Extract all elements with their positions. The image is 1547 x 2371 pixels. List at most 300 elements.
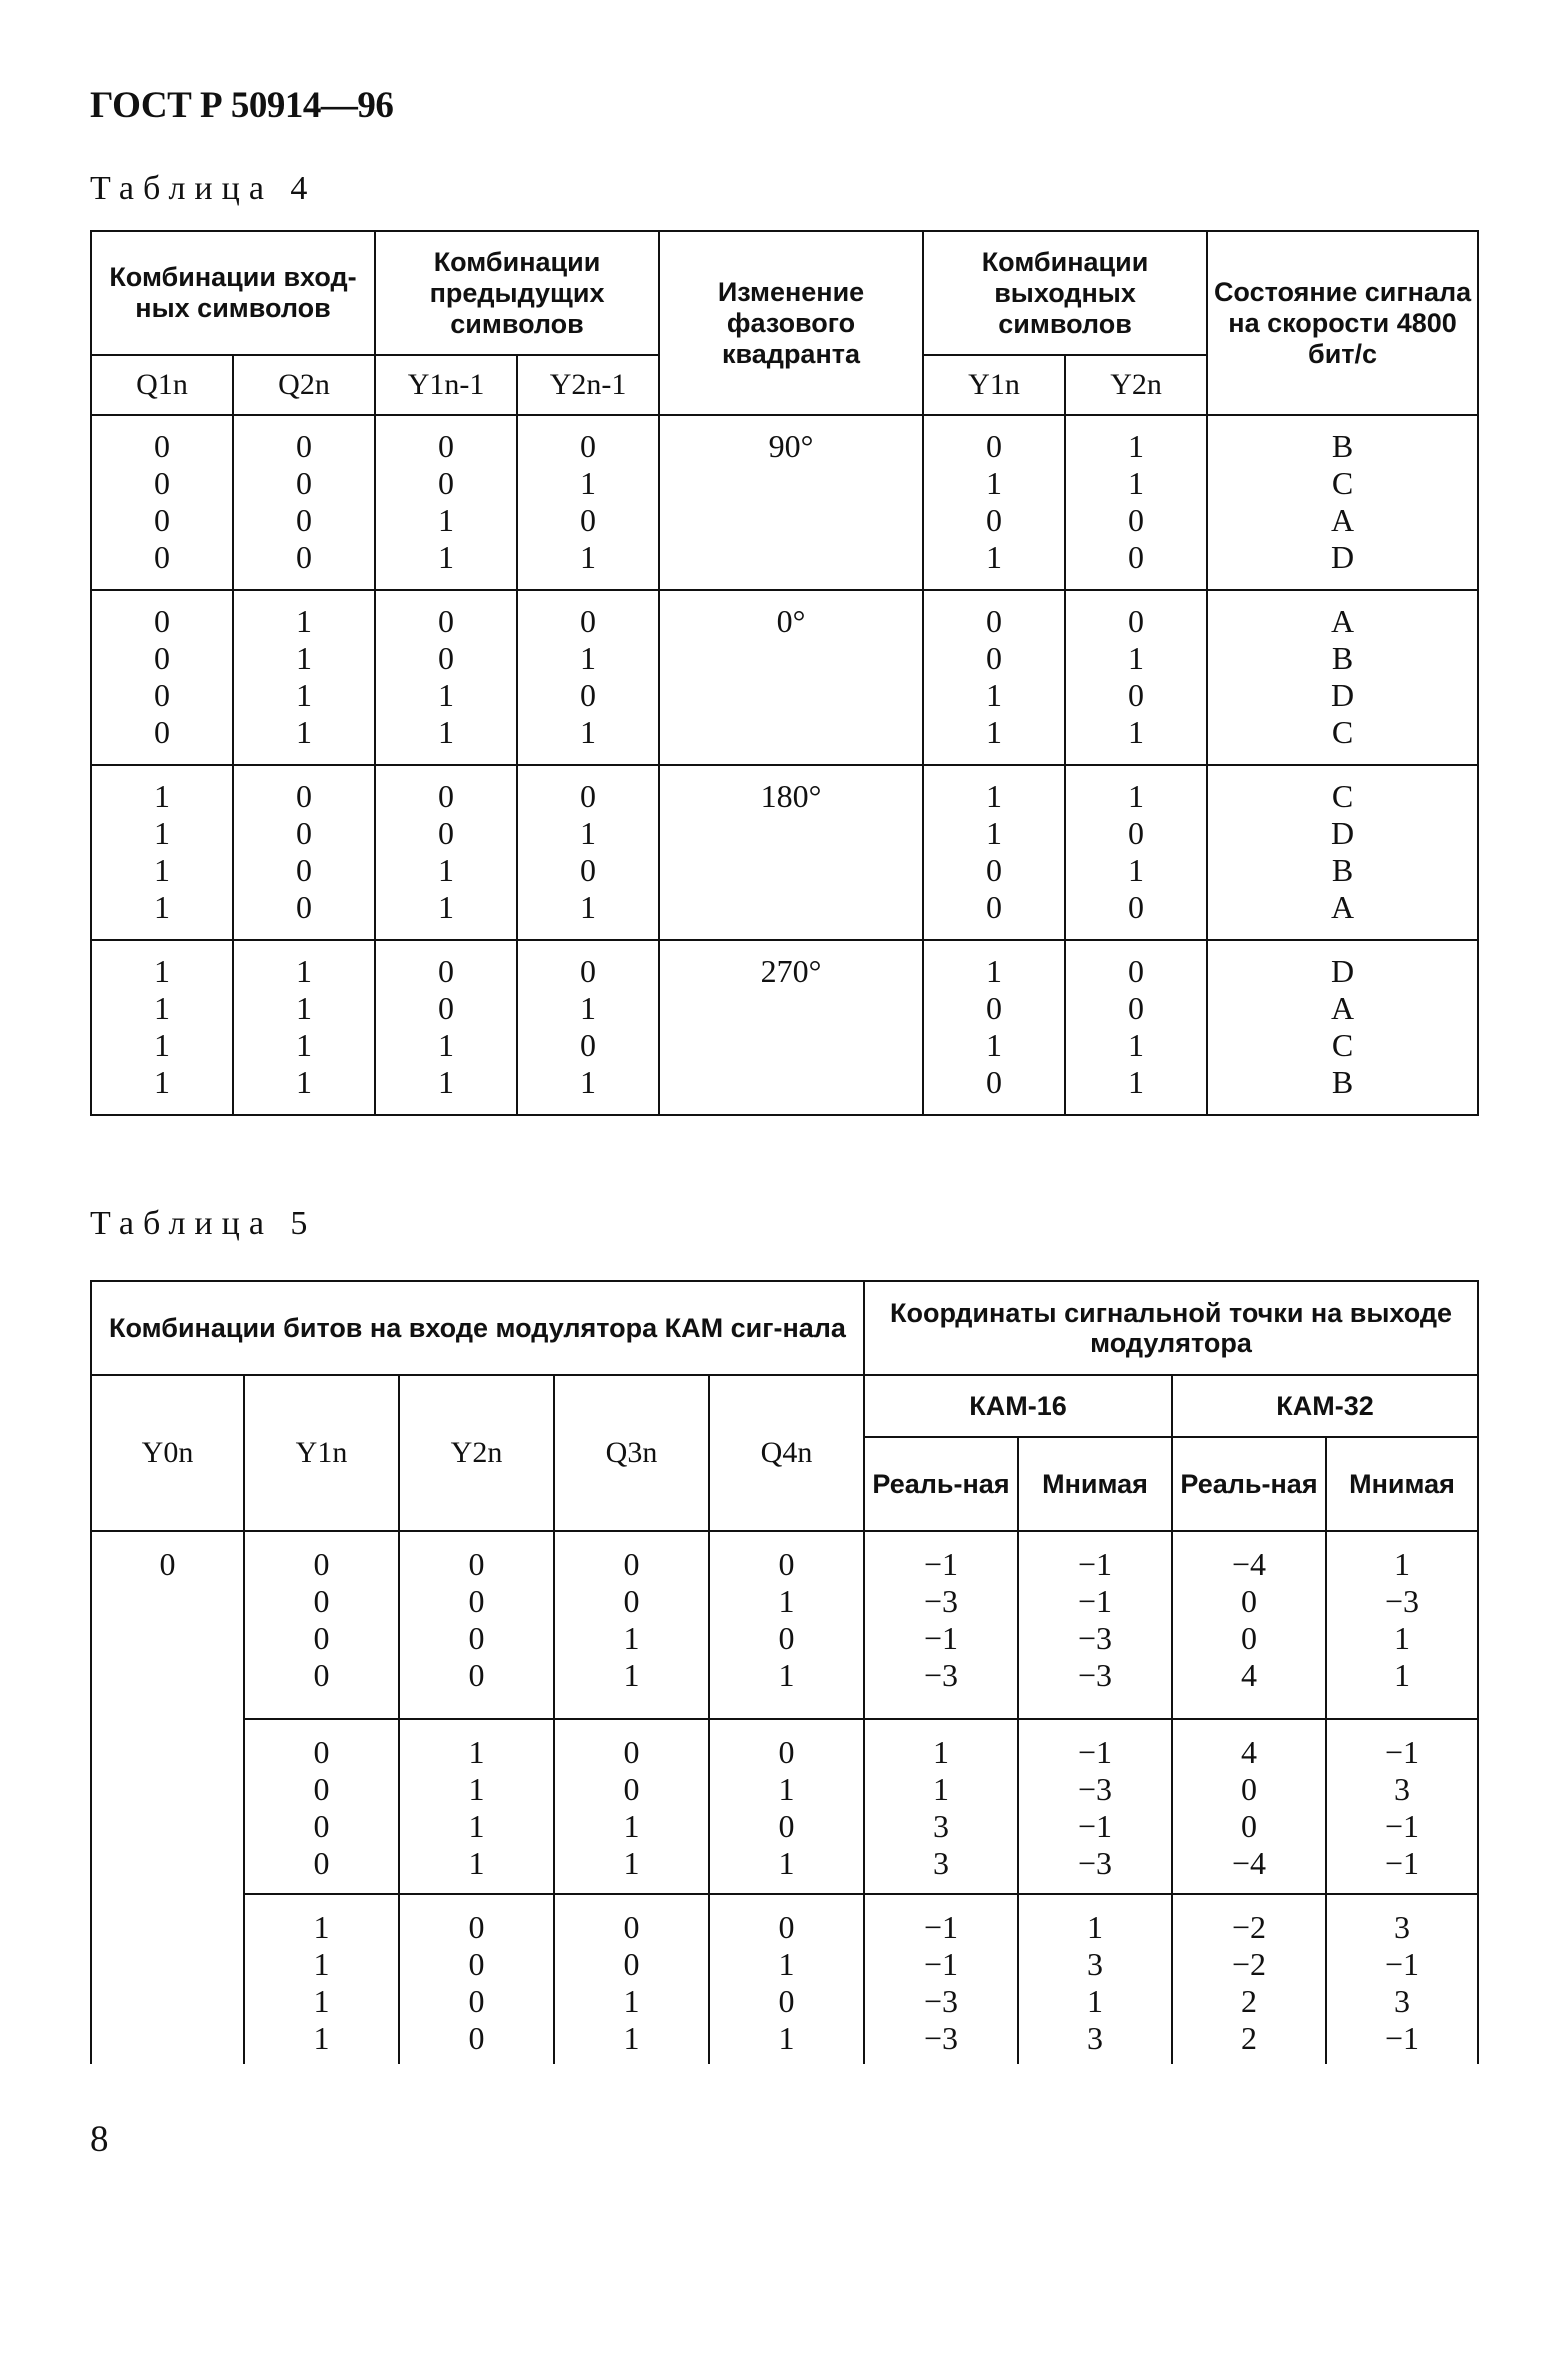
cell-value: 0 bbox=[468, 2020, 485, 2056]
cell-value: 0 bbox=[154, 428, 170, 464]
cell-value: 2 bbox=[1241, 1983, 1257, 2019]
cell-value: 3 bbox=[1087, 2020, 1103, 2056]
cell-value: 0 bbox=[1241, 1620, 1257, 1656]
table-row bbox=[91, 940, 1478, 1115]
cell-value: 0 bbox=[468, 1657, 485, 1693]
cell-y1n-1 bbox=[375, 415, 517, 590]
cell-value: 1 bbox=[1394, 1620, 1411, 1656]
cell-value: 0 bbox=[1128, 990, 1145, 1026]
cell-value: 1 bbox=[154, 815, 170, 851]
cell-value: 0 bbox=[438, 953, 455, 989]
cell-value: 1 bbox=[623, 1808, 640, 1844]
cell-y1n bbox=[923, 590, 1065, 765]
cell-value: 1 bbox=[296, 1064, 312, 1100]
cell-value: C bbox=[1331, 1027, 1354, 1063]
cell-y1n bbox=[244, 1719, 399, 1894]
cell-value: 0 bbox=[986, 603, 1003, 639]
header-kam16-imag: Мнимая bbox=[1018, 1437, 1172, 1531]
cell-value: 0 bbox=[296, 852, 312, 888]
cell-value: 1 bbox=[296, 677, 312, 713]
cell-value: 1 bbox=[1128, 778, 1145, 814]
cell-value: 1 bbox=[986, 815, 1003, 851]
cell-kam32-imag bbox=[1326, 1531, 1478, 1719]
cell-value: −1 bbox=[923, 1620, 959, 1656]
cell-q2n bbox=[233, 415, 375, 590]
cell-value: 0 bbox=[580, 778, 597, 814]
cell-value: 1 bbox=[1128, 714, 1145, 750]
cell-value: 1 bbox=[986, 714, 1003, 750]
cell-value: 1 bbox=[933, 1734, 949, 1770]
header-kam32-imag: Мнимая bbox=[1326, 1437, 1478, 1531]
cell-value: 0 bbox=[296, 889, 312, 925]
cell-value: 0 bbox=[296, 428, 312, 464]
cell-value: 0 bbox=[778, 1909, 795, 1945]
cell-value: 0 bbox=[623, 1583, 640, 1619]
cell-value: 0 bbox=[778, 1620, 795, 1656]
cell-value: −1 bbox=[1384, 1808, 1420, 1844]
cell-value: 0 bbox=[580, 1027, 597, 1063]
cell-value: 0 bbox=[1128, 889, 1145, 925]
table-row bbox=[91, 1719, 1478, 1894]
cell-value: 0 bbox=[438, 640, 455, 676]
cell-value: 0 bbox=[1241, 1808, 1257, 1844]
cell-y2n-1 bbox=[517, 590, 659, 765]
cell-value: 0 bbox=[296, 778, 312, 814]
cell-q2n bbox=[233, 590, 375, 765]
cell-kam16-imag bbox=[1018, 1894, 1172, 2064]
cell-value: 1 bbox=[778, 1583, 795, 1619]
subheader-y2n-1: Y2n-1 bbox=[517, 355, 659, 415]
cell-value: 1 bbox=[313, 1946, 330, 1982]
cell-value: 3 bbox=[1394, 1771, 1411, 1807]
cell-q3n bbox=[554, 1719, 709, 1894]
cell-value: 3 bbox=[933, 1845, 949, 1881]
cell-value: 1 bbox=[438, 677, 455, 713]
cell-value: −4 bbox=[1231, 1845, 1267, 1881]
cell-value: 1 bbox=[986, 778, 1003, 814]
cell-value: −3 bbox=[923, 1983, 959, 2019]
cell-value: 1 bbox=[778, 1845, 795, 1881]
subheader-y2n: Y2n bbox=[1065, 355, 1207, 415]
cell-value: −1 bbox=[1077, 1546, 1113, 1582]
cell-kam16-imag bbox=[1018, 1719, 1172, 1894]
cell-value: 0 bbox=[313, 1771, 330, 1807]
cell-y1n bbox=[923, 765, 1065, 940]
cell-kam32-imag bbox=[1326, 1894, 1478, 2064]
cell-value: 0 bbox=[468, 1946, 485, 1982]
table4-caption: Таблица 4 bbox=[90, 170, 317, 207]
cell-state bbox=[1207, 940, 1478, 1115]
cell-value: 0 bbox=[986, 1064, 1003, 1100]
cell-y2n bbox=[399, 1531, 554, 1719]
cell-phase: 0° bbox=[659, 590, 923, 765]
cell-value: 0 bbox=[296, 815, 312, 851]
cell-value: 0 bbox=[1128, 603, 1145, 639]
cell-q1n bbox=[91, 765, 233, 940]
cell-value: 1 bbox=[468, 1808, 485, 1844]
cell-phase: 270° bbox=[659, 940, 923, 1115]
cell-value: 0 bbox=[778, 1983, 795, 2019]
cell-value: −1 bbox=[923, 1546, 959, 1582]
cell-value: D bbox=[1330, 953, 1355, 989]
cell-value: 1 bbox=[296, 1027, 312, 1063]
cell-value: 1 bbox=[623, 1845, 640, 1881]
cell-value: 1 bbox=[468, 1734, 485, 1770]
cell-value: 0 bbox=[580, 428, 597, 464]
cell-value: 1 bbox=[296, 953, 312, 989]
cell-value: C bbox=[1331, 714, 1354, 750]
cell-y1n bbox=[244, 1894, 399, 2064]
cell-value: −2 bbox=[1231, 1909, 1267, 1945]
cell-value: 0 bbox=[623, 1771, 640, 1807]
cell-value: 0 bbox=[438, 778, 455, 814]
cell-value: 1 bbox=[154, 953, 170, 989]
cell-value: 0 bbox=[580, 502, 597, 538]
cell-value: 1 bbox=[580, 815, 597, 851]
cell-kam16-real bbox=[864, 1719, 1018, 1894]
cell-q4n bbox=[709, 1719, 864, 1894]
cell-value: 1 bbox=[986, 1027, 1003, 1063]
cell-value: 0 bbox=[438, 428, 455, 464]
cell-phase: 90° bbox=[659, 415, 923, 590]
header-y1n: Y1n bbox=[244, 1375, 399, 1531]
cell-value: 1 bbox=[623, 1657, 640, 1693]
cell-value: −1 bbox=[1384, 1946, 1420, 1982]
cell-value: 1 bbox=[778, 2020, 795, 2056]
cell-value: −4 bbox=[1231, 1546, 1267, 1582]
cell-y0n: 0 bbox=[91, 1531, 244, 2064]
cell-value: 1 bbox=[986, 677, 1003, 713]
cell-value: −3 bbox=[923, 1583, 959, 1619]
cell-value: 1 bbox=[778, 1771, 795, 1807]
cell-value: 0 bbox=[580, 677, 597, 713]
cell-value: 0 bbox=[1128, 539, 1145, 575]
cell-value: −3 bbox=[923, 1657, 959, 1693]
cell-value: 1 bbox=[468, 1845, 485, 1881]
cell-value: 1 bbox=[1087, 1909, 1103, 1945]
cell-value: A bbox=[1330, 502, 1355, 538]
cell-state bbox=[1207, 415, 1478, 590]
subheader-y1n-1: Y1n-1 bbox=[375, 355, 517, 415]
cell-y2n-1 bbox=[517, 415, 659, 590]
cell-value: 1 bbox=[154, 1027, 170, 1063]
header-kam32: КАМ-32 bbox=[1172, 1375, 1478, 1437]
cell-value: 1 bbox=[154, 990, 170, 1026]
cell-value: 0 bbox=[1128, 815, 1145, 851]
table-row bbox=[91, 1531, 1478, 1719]
cell-value: 1 bbox=[313, 1909, 330, 1945]
cell-value: 0 bbox=[154, 502, 170, 538]
cell-value: 1 bbox=[154, 778, 170, 814]
cell-value: C bbox=[1331, 778, 1354, 814]
cell-value: 0 bbox=[438, 603, 455, 639]
cell-y1n-1 bbox=[375, 940, 517, 1115]
cell-q4n bbox=[709, 1894, 864, 2064]
table-5 bbox=[90, 1280, 1479, 2064]
cell-value: 1 bbox=[986, 953, 1003, 989]
cell-kam32-real bbox=[1172, 1719, 1326, 1894]
table-row bbox=[91, 590, 1478, 765]
cell-value: 1 bbox=[438, 852, 455, 888]
cell-value: D bbox=[1330, 677, 1355, 713]
cell-value: −2 bbox=[1231, 1946, 1267, 1982]
cell-y2n bbox=[399, 1719, 554, 1894]
cell-value: 0 bbox=[623, 1734, 640, 1770]
cell-value: B bbox=[1331, 428, 1354, 464]
cell-value: 0 bbox=[580, 603, 597, 639]
header-signal-state: Состояние сигнала на скорости 4800 бит/с bbox=[1207, 231, 1478, 415]
cell-value: 1 bbox=[1128, 428, 1145, 464]
cell-value: 0 bbox=[623, 1909, 640, 1945]
cell-value: 1 bbox=[580, 640, 597, 676]
cell-value: 0 bbox=[468, 1620, 485, 1656]
cell-value: 1 bbox=[296, 603, 312, 639]
cell-value: 1 bbox=[1128, 465, 1145, 501]
cell-y1n-1 bbox=[375, 590, 517, 765]
table5-caption: Таблица 5 bbox=[90, 1205, 317, 1242]
cell-y2n bbox=[399, 1894, 554, 2064]
cell-value: 1 bbox=[438, 714, 455, 750]
cell-value: 3 bbox=[933, 1808, 949, 1844]
cell-y1n-1 bbox=[375, 765, 517, 940]
cell-q1n bbox=[91, 940, 233, 1115]
header-output-combinations: Комбинации выходных символов bbox=[923, 231, 1207, 355]
cell-value: −3 bbox=[923, 2020, 959, 2056]
header-kam16-real: Реаль-ная bbox=[864, 1437, 1018, 1531]
cell-value: C bbox=[1331, 465, 1354, 501]
table-row bbox=[91, 1894, 1478, 2064]
cell-value: 0 bbox=[468, 1583, 485, 1619]
cell-value: −1 bbox=[923, 1909, 959, 1945]
cell-value: −1 bbox=[1077, 1734, 1113, 1770]
cell-value: 0 bbox=[623, 1946, 640, 1982]
cell-kam32-real bbox=[1172, 1531, 1326, 1719]
cell-value: 1 bbox=[1128, 1027, 1145, 1063]
cell-value: 0 bbox=[986, 990, 1003, 1026]
header-q3n: Q3n bbox=[554, 1375, 709, 1531]
cell-value: 0 bbox=[154, 714, 170, 750]
cell-value: 1 bbox=[580, 889, 597, 925]
cell-value: 0 bbox=[986, 852, 1003, 888]
subheader-y1n: Y1n bbox=[923, 355, 1065, 415]
cell-value: 1 bbox=[438, 889, 455, 925]
cell-value: 0 bbox=[468, 1546, 485, 1582]
cell-value: 0 bbox=[468, 1909, 485, 1945]
cell-value: 0 bbox=[296, 539, 312, 575]
cell-value: B bbox=[1331, 1064, 1354, 1100]
cell-value: 0 bbox=[313, 1620, 330, 1656]
cell-q3n bbox=[554, 1894, 709, 2064]
cell-value: 0 bbox=[296, 465, 312, 501]
cell-value: 4 bbox=[1241, 1734, 1257, 1770]
cell-value: 1 bbox=[313, 1983, 330, 2019]
cell-value: 0 bbox=[313, 1546, 330, 1582]
cell-value: 1 bbox=[1394, 1546, 1411, 1582]
header-input-combinations: Комбинации вход-ных символов bbox=[91, 231, 375, 355]
cell-value: 1 bbox=[154, 852, 170, 888]
cell-value: 1 bbox=[154, 889, 170, 925]
cell-value: 1 bbox=[778, 1946, 795, 1982]
cell-value: −1 bbox=[1384, 1734, 1420, 1770]
cell-value: 0 bbox=[986, 428, 1003, 464]
cell-value: 1 bbox=[623, 2020, 640, 2056]
cell-value: 1 bbox=[623, 1620, 640, 1656]
cell-value: B bbox=[1331, 852, 1354, 888]
cell-value: −3 bbox=[1077, 1771, 1113, 1807]
cell-value: 1 bbox=[580, 465, 597, 501]
cell-value: 0 bbox=[1128, 502, 1145, 538]
cell-value: 0 bbox=[986, 889, 1003, 925]
cell-value: 0 bbox=[778, 1546, 795, 1582]
cell-value: D bbox=[1330, 539, 1355, 575]
cell-value: 1 bbox=[438, 1027, 455, 1063]
header-kam16: КАМ-16 bbox=[864, 1375, 1172, 1437]
cell-value: −1 bbox=[1384, 2020, 1420, 2056]
cell-value: 0 bbox=[580, 953, 597, 989]
cell-kam16-imag bbox=[1018, 1531, 1172, 1719]
cell-value: 0 bbox=[1128, 953, 1145, 989]
cell-value: −1 bbox=[1077, 1583, 1113, 1619]
cell-kam16-real bbox=[864, 1894, 1018, 2064]
cell-value: −1 bbox=[1384, 1845, 1420, 1881]
cell-value: 0 bbox=[313, 1734, 330, 1770]
cell-q1n bbox=[91, 415, 233, 590]
cell-kam32-real bbox=[1172, 1894, 1326, 2064]
cell-value: 1 bbox=[438, 502, 455, 538]
cell-value: 0 bbox=[154, 640, 170, 676]
table-row bbox=[91, 415, 1478, 590]
cell-value: 0 bbox=[778, 1808, 795, 1844]
cell-q1n bbox=[91, 590, 233, 765]
cell-value: 4 bbox=[1241, 1657, 1257, 1693]
cell-y2n-1 bbox=[517, 765, 659, 940]
cell-value: −3 bbox=[1384, 1583, 1420, 1619]
cell-value: 1 bbox=[580, 1064, 597, 1100]
cell-value: 1 bbox=[468, 1771, 485, 1807]
cell-value: 1 bbox=[1128, 1064, 1145, 1100]
cell-value: −3 bbox=[1077, 1657, 1113, 1693]
cell-value: 1 bbox=[580, 539, 597, 575]
cell-value: 1 bbox=[313, 2020, 330, 2056]
cell-value: 1 bbox=[438, 1064, 455, 1100]
cell-value: 0 bbox=[986, 640, 1003, 676]
cell-value: D bbox=[1330, 815, 1355, 851]
cell-value: 0 bbox=[313, 1583, 330, 1619]
cell-y1n bbox=[923, 940, 1065, 1115]
cell-value: B bbox=[1331, 640, 1354, 676]
subheader-q1n: Q1n bbox=[91, 355, 233, 415]
cell-value: 0 bbox=[296, 502, 312, 538]
cell-value: 1 bbox=[438, 539, 455, 575]
cell-value: 0 bbox=[438, 990, 455, 1026]
cell-q2n bbox=[233, 765, 375, 940]
cell-value: A bbox=[1330, 990, 1355, 1026]
header-y2n: Y2n bbox=[399, 1375, 554, 1531]
cell-value: 0 bbox=[580, 852, 597, 888]
cell-y2n bbox=[1065, 590, 1207, 765]
cell-state bbox=[1207, 765, 1478, 940]
cell-kam32-imag bbox=[1326, 1719, 1478, 1894]
cell-phase: 180° bbox=[659, 765, 923, 940]
cell-value: 0 bbox=[154, 465, 170, 501]
cell-value: 0 bbox=[438, 815, 455, 851]
cell-y1n bbox=[923, 415, 1065, 590]
cell-value: 1 bbox=[296, 640, 312, 676]
cell-value: 1 bbox=[1394, 1657, 1411, 1693]
document-code: ГОСТ Р 50914—96 bbox=[90, 85, 394, 126]
header-bit-combinations: Комбинации битов на входе модулятора КАМ сиг-нала bbox=[91, 1281, 864, 1375]
cell-value: 3 bbox=[1394, 1909, 1411, 1945]
cell-value: 1 bbox=[580, 714, 597, 750]
cell-value: 1 bbox=[623, 1983, 640, 2019]
cell-q3n bbox=[554, 1531, 709, 1719]
cell-value: 0 bbox=[623, 1546, 640, 1582]
cell-value: −1 bbox=[923, 1946, 959, 1982]
cell-value: 1 bbox=[296, 714, 312, 750]
cell-value: 0 bbox=[468, 1983, 485, 2019]
page-number: 8 bbox=[90, 2119, 109, 2160]
cell-value: 0 bbox=[313, 1657, 330, 1693]
cell-kam16-real bbox=[864, 1531, 1018, 1719]
cell-y1n bbox=[244, 1531, 399, 1719]
header-previous-combinations: Комбинации предыдущих символов bbox=[375, 231, 659, 355]
cell-value: 3 bbox=[1394, 1983, 1411, 2019]
cell-value: 0 bbox=[1241, 1583, 1257, 1619]
cell-value: 1 bbox=[933, 1771, 949, 1807]
cell-value: 1 bbox=[986, 539, 1003, 575]
header-phase-change: Изменение фазового квадранта bbox=[659, 231, 923, 415]
cell-value: 1 bbox=[154, 1064, 170, 1100]
cell-value: 3 bbox=[1087, 1946, 1103, 1982]
table-row bbox=[91, 765, 1478, 940]
cell-value: 0 bbox=[313, 1808, 330, 1844]
cell-value: A bbox=[1330, 603, 1355, 639]
subheader-q2n: Q2n bbox=[233, 355, 375, 415]
cell-value: 1 bbox=[986, 465, 1003, 501]
cell-value: 1 bbox=[1128, 640, 1145, 676]
cell-value: A bbox=[1330, 889, 1355, 925]
cell-y2n-1 bbox=[517, 940, 659, 1115]
cell-value: 0 bbox=[154, 677, 170, 713]
cell-value: 1 bbox=[1087, 1983, 1103, 2019]
header-y0n: Y0n bbox=[91, 1375, 244, 1531]
header-signal-coordinates: Координаты сигнальной точки на выходе модулятора bbox=[864, 1281, 1478, 1375]
cell-value: −3 bbox=[1077, 1620, 1113, 1656]
cell-value: −3 bbox=[1077, 1845, 1113, 1881]
cell-y2n bbox=[1065, 765, 1207, 940]
cell-state bbox=[1207, 590, 1478, 765]
cell-value: 0 bbox=[1128, 677, 1145, 713]
cell-value: 1 bbox=[580, 990, 597, 1026]
cell-value: 0 bbox=[986, 502, 1003, 538]
cell-value: 0 bbox=[1241, 1771, 1257, 1807]
cell-value: 1 bbox=[296, 990, 312, 1026]
cell-value: 0 bbox=[313, 1845, 330, 1881]
cell-y2n bbox=[1065, 940, 1207, 1115]
header-q4n: Q4n bbox=[709, 1375, 864, 1531]
cell-y2n bbox=[1065, 415, 1207, 590]
cell-value: 0 bbox=[778, 1734, 795, 1770]
cell-value: 1 bbox=[778, 1657, 795, 1693]
cell-value: 0 bbox=[154, 539, 170, 575]
cell-value: 2 bbox=[1241, 2020, 1257, 2056]
cell-q2n bbox=[233, 940, 375, 1115]
cell-q4n bbox=[709, 1531, 864, 1719]
cell-value: 1 bbox=[1128, 852, 1145, 888]
header-kam32-real: Реаль-ная bbox=[1172, 1437, 1326, 1531]
cell-value: −1 bbox=[1077, 1808, 1113, 1844]
cell-value: 0 bbox=[438, 465, 455, 501]
